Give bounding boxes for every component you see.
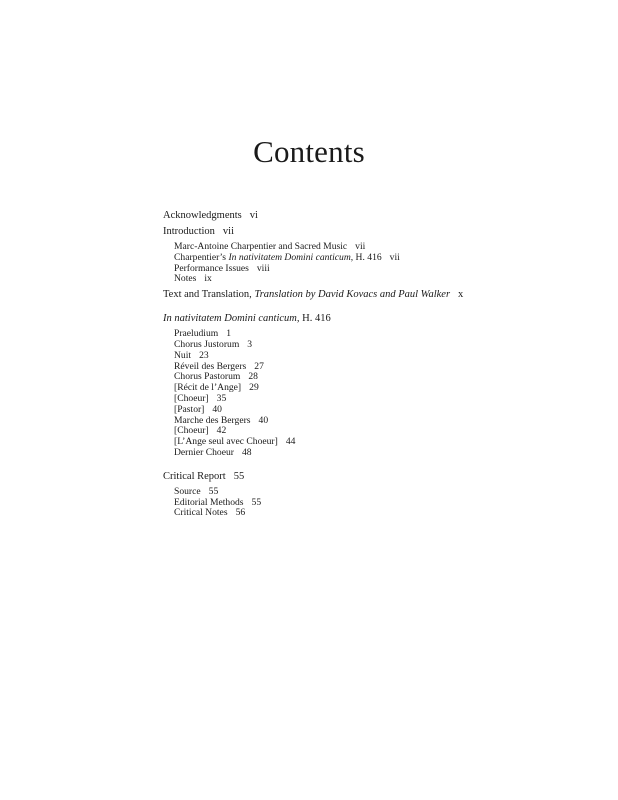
toc-label-italic: In nativitatem Domini canticum, (163, 313, 300, 325)
toc-subentry (174, 274, 593, 285)
toc-subsection-list (163, 487, 593, 519)
toc-page-number: vii (222, 226, 234, 237)
toc-label: Critical Report (163, 470, 226, 482)
toc-page-number: 23 (199, 349, 209, 361)
toc-subentry (174, 448, 593, 459)
toc-subsection-list (163, 242, 593, 285)
toc-page-number: viii (256, 262, 270, 274)
toc-page-number: vii (355, 241, 366, 252)
toc-entry-acknowledgments (163, 210, 593, 222)
toc-page-number: vii (389, 251, 400, 263)
page-title: Contents (253, 134, 365, 169)
toc-label-italic: In nativitatem Domini canticum, (228, 251, 354, 263)
toc-label: Notes (174, 273, 197, 285)
toc-subentry (174, 264, 593, 275)
toc-label: [Pastor] (174, 403, 205, 415)
toc-page-number: 29 (249, 382, 259, 394)
table-of-contents (163, 210, 593, 523)
toc-subsection-list (163, 329, 593, 459)
toc-page-number: 28 (248, 371, 258, 383)
toc-page-number: 56 (235, 507, 246, 519)
toc-label: Introduction (163, 226, 215, 237)
toc-label-suffix: H. 416 (353, 251, 382, 263)
toc-page-number: 40 (258, 414, 269, 426)
toc-page-number: 42 (216, 425, 227, 437)
toc-page-number: x (458, 289, 464, 301)
toc-subentry (174, 394, 593, 405)
toc-page-number: 1 (226, 328, 232, 340)
toc-subentry (174, 508, 593, 519)
toc-page-number: 55 (233, 470, 245, 482)
toc-label: Acknowledgments (163, 210, 242, 221)
toc-subentry (174, 340, 593, 351)
toc-entry-introduction (163, 226, 593, 238)
toc-label: Performance Issues (174, 262, 249, 274)
toc-page-number: ix (204, 273, 212, 285)
toc-label-italic: Translation by David Kovacs and Paul Walker (254, 289, 451, 301)
toc-label: Réveil des Bergers (174, 360, 247, 372)
toc-page-number: 27 (254, 360, 264, 372)
toc-label: Critical Notes (174, 507, 228, 519)
toc-label: Editorial Methods (174, 496, 244, 508)
toc-label: Praeludium (174, 328, 219, 340)
toc-page-number: 44 (285, 436, 296, 448)
toc-page-number: 48 (241, 446, 252, 458)
toc-entry-text-translation (163, 289, 593, 301)
toc-entry-critical-report (163, 471, 593, 483)
toc-page-number: 3 (247, 338, 253, 350)
toc-page-number: 55 (208, 485, 219, 497)
toc-subentry (174, 383, 593, 394)
toc-label: Nuit (174, 349, 192, 361)
toc-page-number: 55 (251, 496, 262, 508)
toc-entry-work (163, 313, 593, 325)
toc-label-suffix: H. 416 (299, 313, 331, 325)
toc-label: Marche des Bergers (174, 414, 251, 426)
toc-label: [Choeur] (174, 425, 209, 437)
toc-label-prefix: Charpentier’s (174, 251, 229, 263)
toc-label: [Choeur] (174, 392, 209, 404)
toc-subentry (174, 437, 593, 448)
toc-subentry (174, 416, 593, 427)
toc-page-number: vi (249, 210, 258, 221)
toc-label: Chorus Pastorum (174, 371, 241, 383)
toc-page-number: 40 (212, 403, 222, 415)
toc-label: [L’Ange seul avec Choeur] (174, 436, 278, 448)
toc-page-number: 35 (216, 392, 227, 404)
toc-label: [Récit de l’Ange] (174, 382, 242, 394)
toc-label: Source (174, 485, 201, 497)
toc-label: Text and Translation, (163, 289, 255, 301)
toc-label: Dernier Choeur (174, 446, 234, 458)
toc-label: Chorus Justorum (174, 338, 240, 350)
toc-label: Marc-Antoine Charpentier and Sacred Music (174, 241, 348, 252)
